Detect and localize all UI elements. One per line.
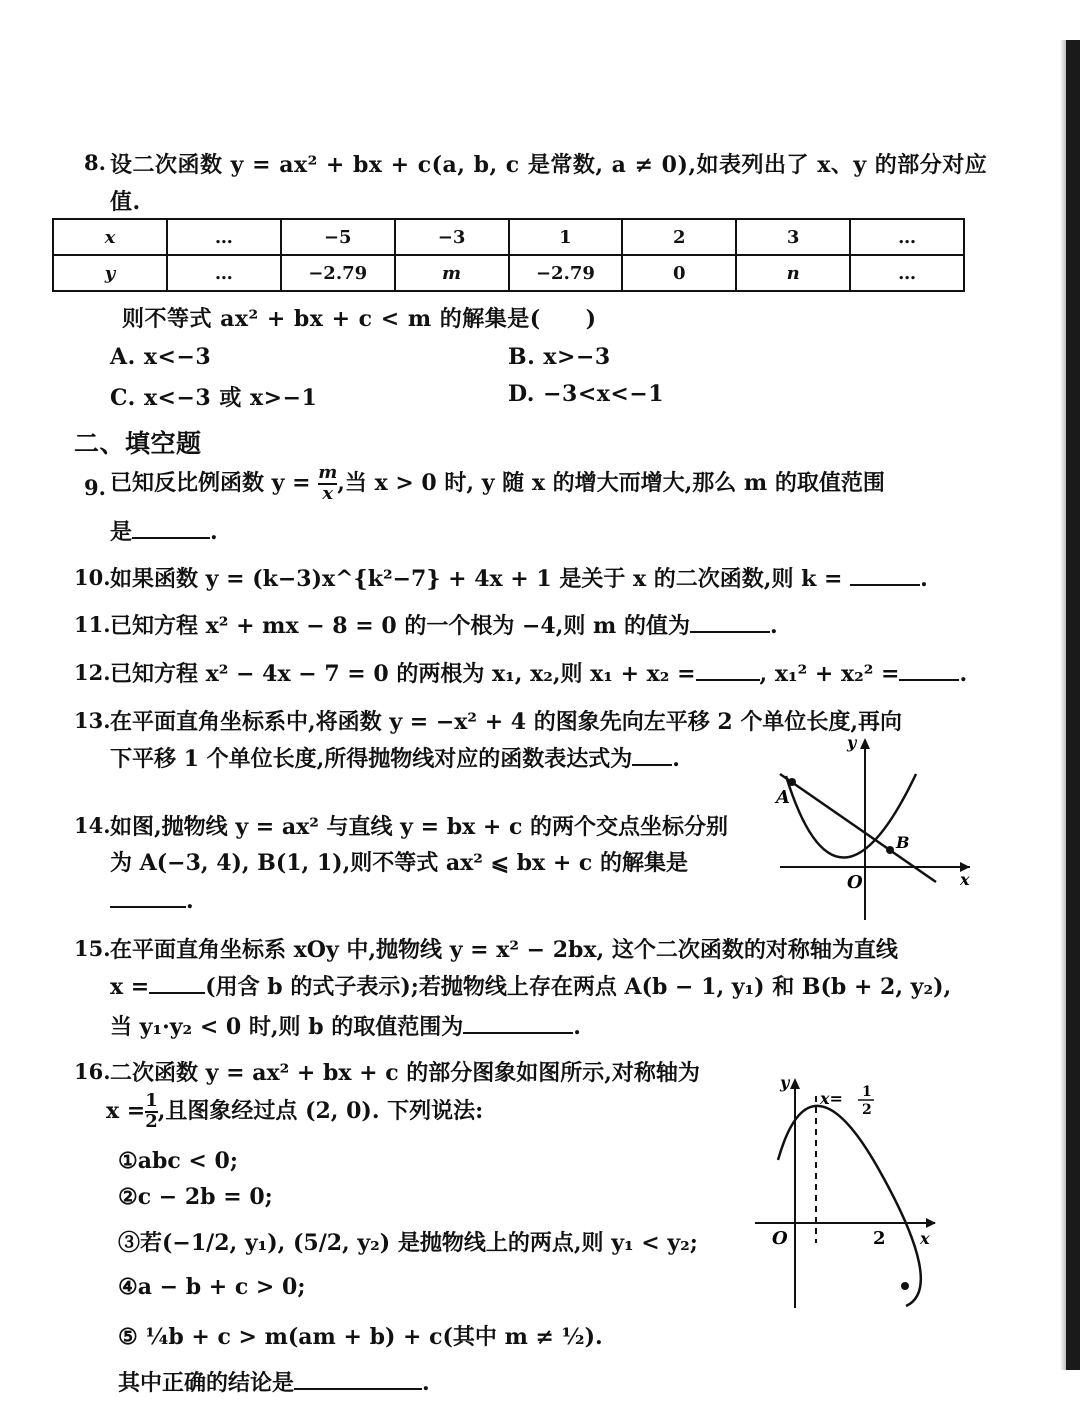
q16-statement-1: ①abc < 0; [118, 1148, 238, 1174]
q15-line1: 在平面直角坐标系 xOy 中,抛物线 y = x² − 2bx, 这个二次函数的对称轴为直线 [110, 937, 898, 963]
table-cell: −2.79 [509, 255, 623, 291]
q9-line2-text: 是 [110, 519, 133, 545]
q12-answer-blank-1[interactable] [696, 659, 760, 681]
q12-text-a: 已知方程 x² − 4x − 7 = 0 的两根为 x₁, x₂,则 x₁ + x₂ = [110, 661, 696, 687]
q16-axis-label: x= [820, 1089, 843, 1108]
q8-ask: 则不等式 ax² + bx + c < m 的解集是( ) [122, 306, 597, 332]
q16-y-arrow [790, 1078, 800, 1089]
q16-x-arrow [926, 1218, 936, 1228]
q16-axis-den: 2 [862, 1102, 872, 1118]
q16-line2-pre: x = [106, 1097, 146, 1124]
q12-answer-blank-2[interactable] [899, 659, 959, 681]
q8-option-d: D. −3<x<−1 [508, 381, 665, 407]
q14-line3: . [110, 886, 194, 914]
q15-answer-blank-2[interactable] [463, 1012, 573, 1034]
q14-line [780, 774, 936, 882]
q13-answer-blank[interactable] [632, 744, 672, 766]
q9-line1 [110, 464, 885, 504]
q13-line2-text: 下平移 1 个单位长度,所得抛物线对应的函数表达式为 [110, 746, 633, 772]
table-cell: … [850, 219, 964, 255]
page-edge-shadow [1066, 40, 1080, 1370]
q8-number: 8. [84, 150, 106, 175]
q16-answer-blank[interactable] [294, 1368, 422, 1390]
table-cell: −2.79 [281, 255, 395, 291]
table-cell: n [736, 255, 850, 291]
q9-line2: 是 . [110, 519, 218, 545]
q16-conclusion: 其中正确的结论是 . [118, 1370, 430, 1396]
q16-statement-2: ②c − 2b = 0; [118, 1184, 273, 1210]
q15-line3-text: 当 y₁·y₂ < 0 时,则 b 的取值范围为 [110, 1014, 464, 1040]
q13-number: 13. [74, 708, 111, 733]
q11-line: 已知方程 x² + mx − 8 = 0 的一个根为 −4,则 m 的值为 . [110, 613, 778, 639]
table-cell: 3 [736, 219, 850, 255]
q16-statement-5: ⑤ ¼b + c > m(am + b) + c(其中 m ≠ ½). [118, 1324, 603, 1350]
q9-frac-den: x [318, 483, 337, 504]
q16-line1: 二次函数 y = ax² + bx + c 的部分图象如图所示,对称轴为 [110, 1060, 700, 1086]
table-cell: y [53, 255, 167, 291]
q12-text-b: , x₁² + x₂² = [759, 661, 900, 687]
q16-s3-post: 是抛物线上的两点,则 y₁ < y₂; [397, 1230, 698, 1256]
table-cell: 1 [509, 219, 623, 255]
q16-line2-post: ,且图象经过点 (2, 0). 下列说法: [157, 1097, 484, 1124]
q8-option-a: A. x<−3 [110, 344, 212, 370]
q9-number: 9. [84, 475, 106, 500]
table-cell: … [167, 219, 281, 255]
q14-line2: 为 A(−3, 4), B(1, 1),则不等式 ax² ⩽ bx + c 的解集是 [110, 850, 688, 876]
q16-figure [750, 1068, 950, 1318]
q15-line2-b: (用含 b 的式子表示);若抛物线上存在两点 A(b − 1, y₁) 和 B(b + 2, y₂), [205, 974, 952, 1000]
q14-number: 14. [74, 813, 111, 838]
q11-answer-blank[interactable] [690, 611, 770, 633]
table-cell: … [850, 255, 964, 291]
q14-label-b: B [896, 833, 910, 852]
q8-option-b: B. x>−3 [508, 344, 611, 370]
q16-label-x: x [920, 1229, 930, 1248]
q15-line3: 当 y₁·y₂ < 0 时,则 b 的取值范围为 . [110, 1014, 581, 1040]
q9-text-post: ,当 x > 0 时, y 随 x 的增大而增大,那么 m 的取值范围 [337, 469, 885, 496]
q8-option-c: C. x<−3 或 x>−1 [110, 385, 318, 411]
q14-label-o: O [847, 872, 863, 893]
q10-text: 如果函数 y = (k−3)x^{k²−7} + 4x + 1 是关于 x 的二次函数,则 k = [110, 566, 843, 592]
q16-number: 16. [74, 1059, 111, 1084]
q16-label-two: 2 [873, 1228, 886, 1249]
table-cell: 0 [622, 255, 736, 291]
q13-line2: 下平移 1 个单位长度,所得抛物线对应的函数表达式为 . [110, 746, 680, 772]
q10-number: 10. [74, 565, 111, 590]
q13-line1: 在平面直角坐标系中,将函数 y = −x² + 4 的图象先向左平移 2 个单位长度,再向 [110, 709, 903, 735]
q16-statement-4: ④a − b + c > 0; [118, 1274, 306, 1300]
q12-line: 已知方程 x² − 4x − 7 = 0 的两根为 x₁, x₂,则 x₁ + x₂ = , x₁² + x₂² = . [110, 661, 968, 687]
q16-label-y: y [780, 1073, 790, 1092]
q9-text-pre: 已知反比例函数 y = [110, 469, 319, 496]
q10-line: 如果函数 y = (k−3)x^{k²−7} + 4x + 1 是关于 x 的二次函数,则 k = . [110, 566, 928, 592]
q16-s3-point1: (−1/2, y₁) [162, 1230, 278, 1256]
q14-y-arrow [860, 738, 870, 749]
q16-s3-point2: (5/2, y₂) [292, 1230, 391, 1256]
q8-value-table [52, 218, 965, 292]
table-cell: m [395, 255, 509, 291]
q11-number: 11. [74, 612, 111, 637]
q14-point-b [886, 846, 894, 854]
q16-conclusion-text: 其中正确的结论是 [118, 1370, 295, 1396]
q16-statement-3: ③若(−1/2, y₁), (5/2, y₂) 是抛物线上的两点,则 y₁ < y₂; [118, 1230, 698, 1256]
q16-label-o: O [772, 1228, 788, 1249]
q14-label-x: x [960, 870, 970, 889]
q8-stem-line1: 设二次函数 y = ax² + bx + c(a, b, c 是常数, a ≠ 0),如表列出了 x、y 的部分对应 [110, 152, 988, 178]
q16-half-num: 1 [145, 1090, 158, 1111]
table-cell: −3 [395, 219, 509, 255]
q9-frac-num: m [318, 462, 338, 483]
table-cell: … [167, 255, 281, 291]
q16-axis-num: 1 [862, 1084, 872, 1100]
table-cell: −5 [281, 219, 395, 255]
q8-stem-line2: 值. [110, 189, 141, 215]
q11-text: 已知方程 x² + mx − 8 = 0 的一个根为 −4,则 m 的值为 [110, 613, 690, 639]
q14-label-a: A [776, 787, 790, 808]
q10-answer-blank[interactable] [850, 564, 920, 586]
q16-end-point [901, 1282, 909, 1290]
q14-point-a [788, 778, 796, 786]
q14-answer-blank[interactable] [110, 886, 186, 908]
q14-line1: 如图,抛物线 y = ax² 与直线 y = bx + c 的两个交点坐标分别 [110, 814, 729, 840]
q15-number: 15. [74, 936, 111, 961]
q14-figure [770, 730, 980, 925]
q16-line2 [106, 1092, 483, 1132]
q12-number: 12. [74, 660, 111, 685]
table-cell: x [53, 219, 167, 255]
q16-half-fraction [145, 1092, 158, 1132]
q15-answer-blank-1[interactable] [149, 972, 205, 994]
q14-label-y: y [847, 733, 857, 752]
q16-s3-pre: ③若 [118, 1230, 163, 1256]
q16-half-den: 2 [145, 1110, 158, 1132]
q15-line2 [110, 970, 951, 1001]
q16-parabola [778, 1106, 921, 1306]
table-row [53, 255, 964, 291]
q9-answer-blank[interactable] [132, 517, 210, 539]
q9-fraction [318, 464, 337, 504]
q15-line2-a: x = [110, 974, 150, 1000]
table-row [53, 219, 964, 255]
section-title: 二、填空题 [74, 429, 202, 458]
table-cell: 2 [622, 219, 736, 255]
